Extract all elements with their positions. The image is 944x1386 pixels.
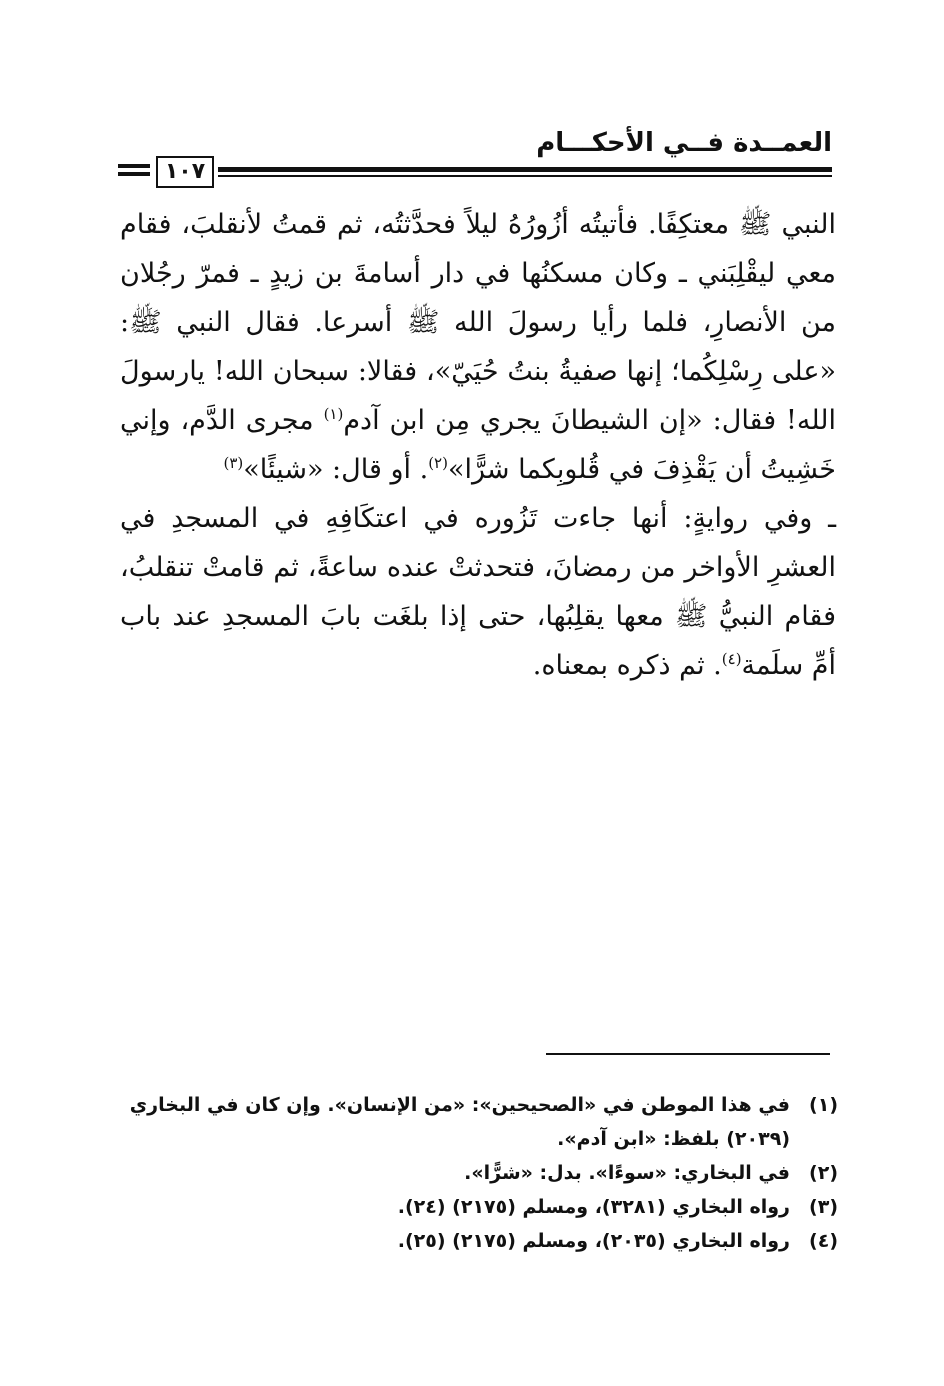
footnote-separator: [546, 1053, 830, 1055]
footnote-text: في البخاري: «سوءًا». بدل: «شرًّا».: [464, 1162, 790, 1184]
footnote-item: [120, 1190, 838, 1224]
footnote-text: رواه البخاري (٢٠٣٥)، ومسلم (٢١٧٥) (٢٥).: [397, 1230, 790, 1252]
text-line: رجُلان من الأنصارِ، فلما رأيا رسولَ الله ﷺ أسرعا. فقال النبي: [120, 258, 836, 338]
text-line: يارسولَ الله! فقال: «إن الشيطانَ يجري مِن ابن آدم: [120, 356, 837, 436]
footnote-item: [120, 1088, 838, 1156]
paragraph-hadith: [120, 200, 836, 494]
footnote-ref[interactable]: (٤): [721, 650, 742, 668]
header-rule-thin: [218, 175, 832, 177]
footnote-text: رواه البخاري (٣٢٨١)، ومسلم (٢١٧٥) (٢٤).: [397, 1196, 790, 1218]
text-line: ﷺ: «على رِسْلِكُما؛ إنها صفيةُ بنتُ حُيَيّ»، فقالا: سبحان الله!: [120, 307, 836, 387]
main-text: [120, 200, 836, 690]
footnotes: [120, 1088, 838, 1258]
footnote-ref[interactable]: (٢): [428, 454, 448, 472]
running-title: العمــدة فــي الأحكـــام: [536, 128, 832, 158]
paragraph-riwaya: [120, 494, 836, 690]
text-line: مجرى الدَّم، وإني خَشِيتُ أن يَقْذِفَ في قُلوبِكما شرًّا»: [120, 405, 836, 485]
footnote-ref[interactable]: (١): [323, 405, 344, 423]
page-number: ١٠٧: [156, 156, 214, 188]
text-line: فقام معي ليقْلِبَني ـ وكان مسكنُها في دار أسامةَ بن زيدٍ ـ فمرّ: [120, 209, 837, 289]
text-line: العشرِ الأواخر من رمضانَ، فتحدثتْ عنده ساعةً، ثم قامتْ: [202, 552, 837, 583]
text-line: عند باب أمِّ سلَمة: [120, 601, 836, 681]
footnote-text: في هذا الموطن في «الصحيحين»: «من الإنسان». وإن كان في البخاري (٢٠٣٩) بلفظ: «ابن آدم».: [129, 1094, 790, 1150]
text-line: النبي ﷺ معتكِفًا. فأتيتُه أزُورُهُ ليلاً فحدَّثتُه، ثم قمتُ لأنقلبَ،: [181, 209, 836, 240]
header-ornament: [118, 164, 150, 168]
footnote-number: (٢): [809, 1162, 838, 1184]
page-header: [118, 126, 832, 188]
footnote-ref[interactable]: (٣): [223, 454, 244, 472]
header-rule: [218, 167, 832, 172]
footnote-number: (٤): [809, 1230, 838, 1252]
text-line: ـ وفي روايةٍ: أنها جاءت تَزُوره في اعتكَافِهِ في المسجدِ في: [120, 503, 836, 534]
footnote-item: [120, 1224, 838, 1258]
text-line: تنقلبُ، فقام النبيُّ ﷺ معها يقلِبُها، حتى إذا بلغَت بابَ المسجدِ: [120, 552, 836, 632]
footnote-number: (١): [809, 1094, 838, 1116]
text-line: . أو قال: «شيئًا»: [243, 454, 429, 485]
header-ornament-lower: [118, 172, 150, 176]
text-line: . ثم ذكره بمعناه.: [532, 650, 722, 681]
footnote-item: [120, 1156, 838, 1190]
footnote-number: (٣): [809, 1196, 838, 1218]
